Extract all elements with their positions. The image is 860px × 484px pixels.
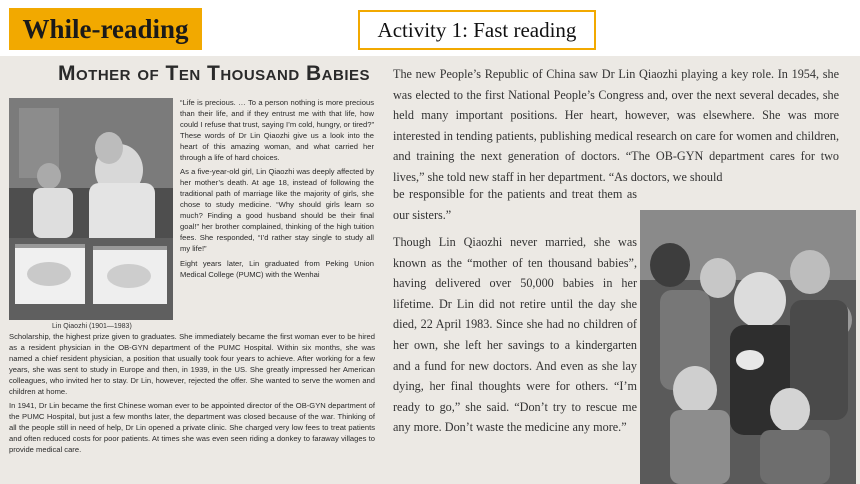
children-group-photo-image bbox=[640, 210, 856, 484]
textbook-page bbox=[0, 56, 860, 484]
article-column-right-top: The new People’s Republic of China saw Dr Lin Qiaozhi playing a key role. In 1954, she was elected to the first National People’s Congress and, over the next several decades, she held many important positions. Her heart, however, was elsewhere. She was more interested in tending patients, publishing medical research on care for women and children, and training the next generation of doctors. “The OB-GYN department cares for two lives,” she told new staff in her department. “As doctors, we should bbox=[393, 67, 839, 184]
paragraph: Eight years later, Lin graduated from Peking Union Medical College (PUMC) with the Wenhai bbox=[180, 258, 374, 279]
article-column-right-bottom: Though Lin Qiaozhi never married, she was known as the “mother of ten thousand babies”, having delivered over 50,000 babies in her lifetime. Dr Lin did not retire until the day she died, 22 April 1983. Since she had no children of her own, she left her savings to a kindergarten and a fund for new doctors. And even as she lay dying, her final thoughts were for others. “I’m ready to go,” she said. “Don’t try to rescue me any more. Don’t waste the medicine any more.” bbox=[393, 235, 637, 435]
paragraph: “Life is precious. … To a person nothing is more precious than their life, and if they entrust me with that life, how could I refuse that trust, saying I’m cold, hungry, or tired?” These words of Dr Lin Qiaozhi give us a look into the heart of this amazing woman, and what carried her through a life of hard choices. bbox=[180, 98, 374, 162]
activity-label: Activity 1: Fast reading bbox=[377, 17, 577, 42]
article-column-right-mid: be responsible for the patients and treat them as our sisters.” bbox=[393, 187, 637, 222]
paragraph: As a five-year-old girl, Lin Qiaozhi was deeply affected by her mother’s death. At age 18, instead of following the traditional path of marriage like the majority of girls, she chose to study medicine. “Why should girls learn so much? Finding a good husband should be their final goal!” her brother complained, thinking of the high tuition fees. She responded, “I’d rather stay single to study all my life!” bbox=[180, 167, 374, 253]
paragraph: In 1941, Dr Lin became the first Chinese woman ever to be appointed director of the OB-GYN department of the PUMC Hospital, but just a few months later, the department was closed because of the war. Thinking of all the people still in need of help, Dr Lin opened a private clinic. She charged very low fees to treat patients and often reduced costs for poor patients. At times she was even seen riding a donkey to faraway villages to provide medical care. bbox=[9, 401, 375, 455]
hospital-nursery-photo bbox=[9, 98, 173, 320]
hospital-nursery-photo-image bbox=[9, 98, 173, 320]
activity-label-box bbox=[358, 10, 596, 50]
paragraph: Scholarship, the highest prize given to graduates. She immediately became the first woman ever to be hired as a resident physician in the OB-GYN department of the PUMC Hospital. Within six months, she was named a chief resident physician, a position that usually took four years to achieve. After working for a few years, she was sent to study in Europe and then, in 1939, in the US. She greatly impressed her American colleagues, who invited her to stay. Dr Lin, however, rejected the offer. She wanted to serve the women and children at home. bbox=[9, 332, 375, 396]
article-title: Mother of Ten Thousand Babies bbox=[58, 62, 370, 85]
section-label: While-reading bbox=[22, 13, 189, 44]
article-column-left-top bbox=[180, 98, 374, 285]
section-label-badge bbox=[9, 8, 202, 50]
article-column-left-bottom bbox=[9, 332, 375, 460]
children-group-photo bbox=[640, 210, 856, 484]
photo-caption: Lin Qiaozhi (1901—1983) bbox=[52, 323, 132, 330]
